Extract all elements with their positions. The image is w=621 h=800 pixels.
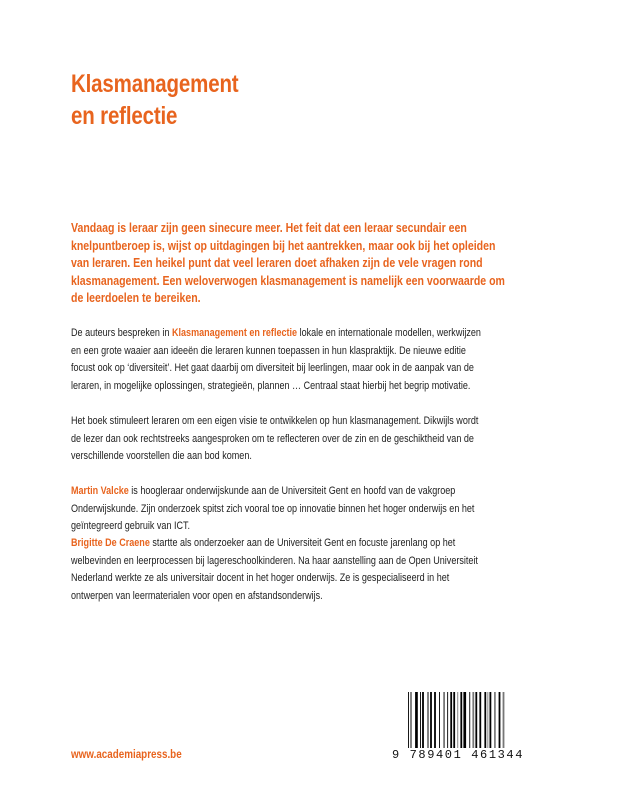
- barcode-bar: [443, 692, 445, 748]
- text-line: en een grote waaier aan ideeën die leraren kunnen toepassen in hun klaspraktijk. De nieuwe editie: [71, 344, 466, 357]
- text-line: knelpuntberoep is, wijst op uitdagingen bij het aantrekken, maar ook bij het opleiden: [71, 237, 496, 253]
- barcode-bar: [484, 692, 486, 748]
- text-line: de leerdoelen te bereiken.: [71, 290, 201, 306]
- publisher-url[interactable]: www.academiapress.be: [71, 747, 182, 761]
- text-line: welbevinden en leerprocessen bij lagereschoolkinderen. Na haar aanstelling aan de Open Universiteit: [71, 554, 478, 567]
- lead-paragraph: [71, 219, 505, 307]
- text-line: Onderwijskunde. Zijn onderzoek spitst zich vooral toe op innovatie binnen het hoger onderwijs en het: [71, 502, 475, 515]
- author-name: Martin Valcke: [71, 485, 129, 497]
- barcode-bar: [420, 692, 421, 748]
- author-bio-martin-valcke: [71, 483, 474, 536]
- text: startte als onderzoeker aan de Universiteit Gent en focuste jarenlang op het: [149, 537, 456, 549]
- barcode-bar: [499, 692, 501, 748]
- text-line: van leraren. Een heikel punt dat veel leraren doet afhaken zijn de vele vragen rond: [71, 255, 483, 271]
- barcode-bar: [453, 692, 455, 748]
- text-line: de lezer dan ook rechtstreeks aangesproken om te reflecteren over de zin en de geschiktheid van de: [71, 432, 474, 445]
- barcode-bar: [495, 692, 496, 748]
- barcode-bar: [450, 692, 452, 748]
- barcode-bar: [427, 692, 429, 748]
- barcode-bar: [457, 692, 458, 748]
- author-bio-brigitte-de-craene: [71, 535, 478, 605]
- text-line: Nederland werkte ze als universitair docent in het hoger onderwijs. Ze is gespecialiseerd in het: [71, 572, 450, 584]
- text: is hoogleraar onderwijskunde aan de Universiteit Gent en hoofd van de vakgroep: [128, 485, 456, 497]
- text-line: [71, 325, 481, 343]
- text-line: ontwerpen van leermaterialen voor open en afstandsonderwijs.: [71, 589, 323, 602]
- barcode-bar: [460, 692, 462, 748]
- barcode-bar: [422, 692, 424, 748]
- text-line: Vandaag is leraar zijn geen sinecure meer. Het feit dat een leraar secundair een: [71, 220, 467, 235]
- barcode-bar: [434, 692, 436, 748]
- barcode-bar: [415, 692, 418, 748]
- book-title-inline: Klasmanagement en reflectie: [171, 327, 298, 339]
- paragraph-book-stimulates: [71, 413, 478, 466]
- text-line: geïntegreerd gebruik van ICT.: [71, 520, 191, 532]
- text: De auteurs bespreken in: [71, 327, 172, 339]
- barcode-bar: [430, 692, 432, 748]
- text: lokale en internationale modellen, werkwijzen: [297, 327, 481, 339]
- text-line: verschillende voorstellen die aan bod komen.: [71, 450, 252, 462]
- barcode-bar: [463, 692, 466, 748]
- paragraph-authors-discuss: [71, 325, 481, 395]
- barcode-bar: [439, 692, 440, 748]
- text-line: Het boek stimuleert leraren om een eigen visie te ontwikkelen op hun klasmanagement. Dikwijls wordt: [71, 415, 479, 427]
- barcode-bar: [479, 692, 481, 748]
- text-line: [71, 535, 478, 553]
- title-line: Klasmanagement: [71, 70, 239, 98]
- text-line: leraren, in mogelijke oplossingen, strategieën, plannen … Centraal staat hierbij het begrip motivatie.: [71, 379, 471, 392]
- barcode-bar: [503, 692, 505, 748]
- text-line: focust ook op ‘diversiteit’. Het gaat daarbij om diversiteit bij leerlingen, maar ook in de aanpak van de: [71, 362, 474, 374]
- title-line: en reflectie: [71, 102, 178, 130]
- book-title: [71, 68, 238, 132]
- barcode-bar: [472, 692, 474, 748]
- barcode-bar: [469, 692, 470, 748]
- author-name: Brigitte De Craene: [71, 537, 150, 549]
- isbn-number: 9 789401 461344: [392, 748, 525, 762]
- text-line: klasmanagement. Een weloverwogen klasmanagement is namelijk een voorwaarde om: [71, 272, 505, 288]
- text-line: [71, 483, 474, 501]
- barcode-bar: [447, 692, 448, 748]
- barcode-bar: [475, 692, 477, 748]
